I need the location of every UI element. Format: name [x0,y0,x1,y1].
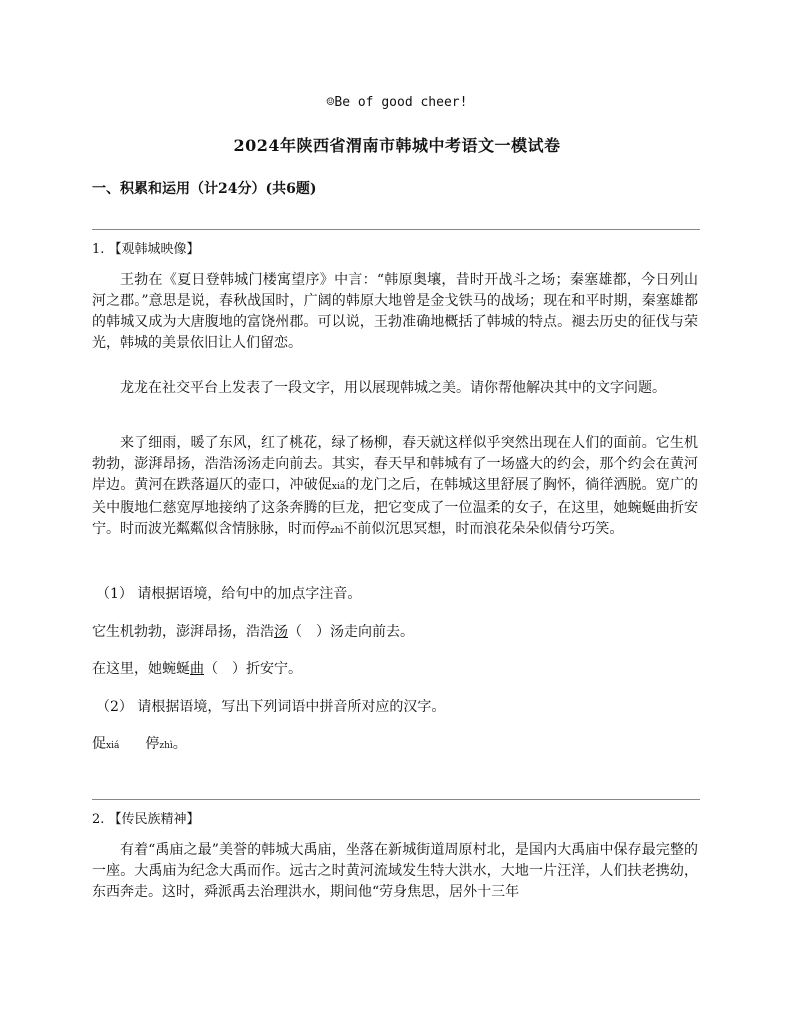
sub1-item-1 [92,622,414,643]
section-heading: 一、积累和运用（计24分）(共6题) [92,181,317,197]
sub2-items [92,734,187,757]
subquestion-2 [96,697,445,718]
subquestion-number: （2） [96,699,133,715]
q1-paragraph-1: 王勃在《夏日登韩城门楼寓望序》中言：“韩原奥壤，昔时开战斗之场；秦塞雄都，今日列山河之郡。”意思是说，春秋战国时，广阔的韩原大地曾是金戈铁马的战场；现在和平时期，秦塞雄都的韩城又成为大唐腹地的富饶州郡。可以说，王勃准确地概括了韩城的特点。褪去历史的征伐与荣光，韩城的美景依旧让人们留恋。 [92,272,698,351]
pinyin: xiá [106,741,120,751]
subquestion-number: （1） [96,586,133,602]
question-1-header [92,238,200,257]
sub1-item-2 [92,659,302,680]
passage-text: 来了细雨，暖了东风，红了桃花，绿了杨柳，春天就这样似乎突然出现在人们的面前。它生机勃勃，澎湃昂扬，浩浩汤汤走向前去。其实，春天早和韩城有了一场盛大的约会，那个约会在黄河岸边。黄河在跌落逼仄的壶口，冲破促 [92,435,698,493]
question-2-header [92,808,200,827]
q1-paragraph-3 [92,433,698,542]
question-label: 【观韩城映像】 [108,242,200,257]
question-number: 2. [92,812,105,827]
subquestion-1 [96,584,361,605]
pinyin-zhi: zhì [330,526,344,536]
dotted-char: 汤 [274,624,288,640]
question-divider [92,799,700,800]
pinyin: zhì [159,741,173,751]
pinyin-xia: xiá [331,482,346,492]
punctuation: 。 [172,736,187,752]
exam-title: 2024年陕西省渭南市韩城中考语文一模试卷 [233,136,561,155]
passage-text: 的龙门之后，在韩城这里舒展了胸怀，徜徉洒脱。宽广的关中腹地仁慈宽厚地接纳了这条奔腾的巨龙，把它变成了一位温柔的女子，在这里，她蜿蜒曲折安宁。时而波光粼粼似含情脉脉，时而停 [92,477,698,537]
q1-paragraph-2: 龙龙在社交平台上发表了一段文字，用以展现韩城之美。请你帮他解决其中的文字问题。 [120,380,666,396]
question-number: 1. [92,242,105,257]
passage-text: 不前似沉思冥想，时而浪花朵朵似倩兮巧笑。 [343,521,624,537]
word: 促 [92,736,106,752]
subquestion-text: 请根据语境，写出下列词语中拼音所对应的汉字。 [137,699,446,715]
question-label: 【传民族精神】 [108,812,200,827]
question-divider [92,229,700,230]
word: 停 [145,736,160,752]
motto: ☺Be of good cheer! [326,95,468,110]
answer-blank[interactable]: （ ）折安宁。 [204,661,302,677]
q2-paragraph-1: 有着“禹庙之最”美誉的韩城大禹庙，坐落在新城街道周原村北，是国内大禹庙中保存最完整的一座。大禹庙为纪念大禹而作。远古之时黄河流域发生特大洪水，大地一片汪洋，人们扶老携幼，东西奔走。这时，舜派禹去治理洪水，期间他“劳身焦思，居外十三年 [92,842,698,900]
subquestion-text: 请根据语境，给句中的加点字注音。 [137,586,362,602]
answer-blank[interactable]: （ ）汤走向前去。 [288,624,414,640]
item-text: 它生机勃勃，澎湃昂扬，浩浩 [92,624,274,640]
item-text: 在这里，她蜿蜒 [92,661,190,677]
dotted-char: 曲 [190,661,204,677]
